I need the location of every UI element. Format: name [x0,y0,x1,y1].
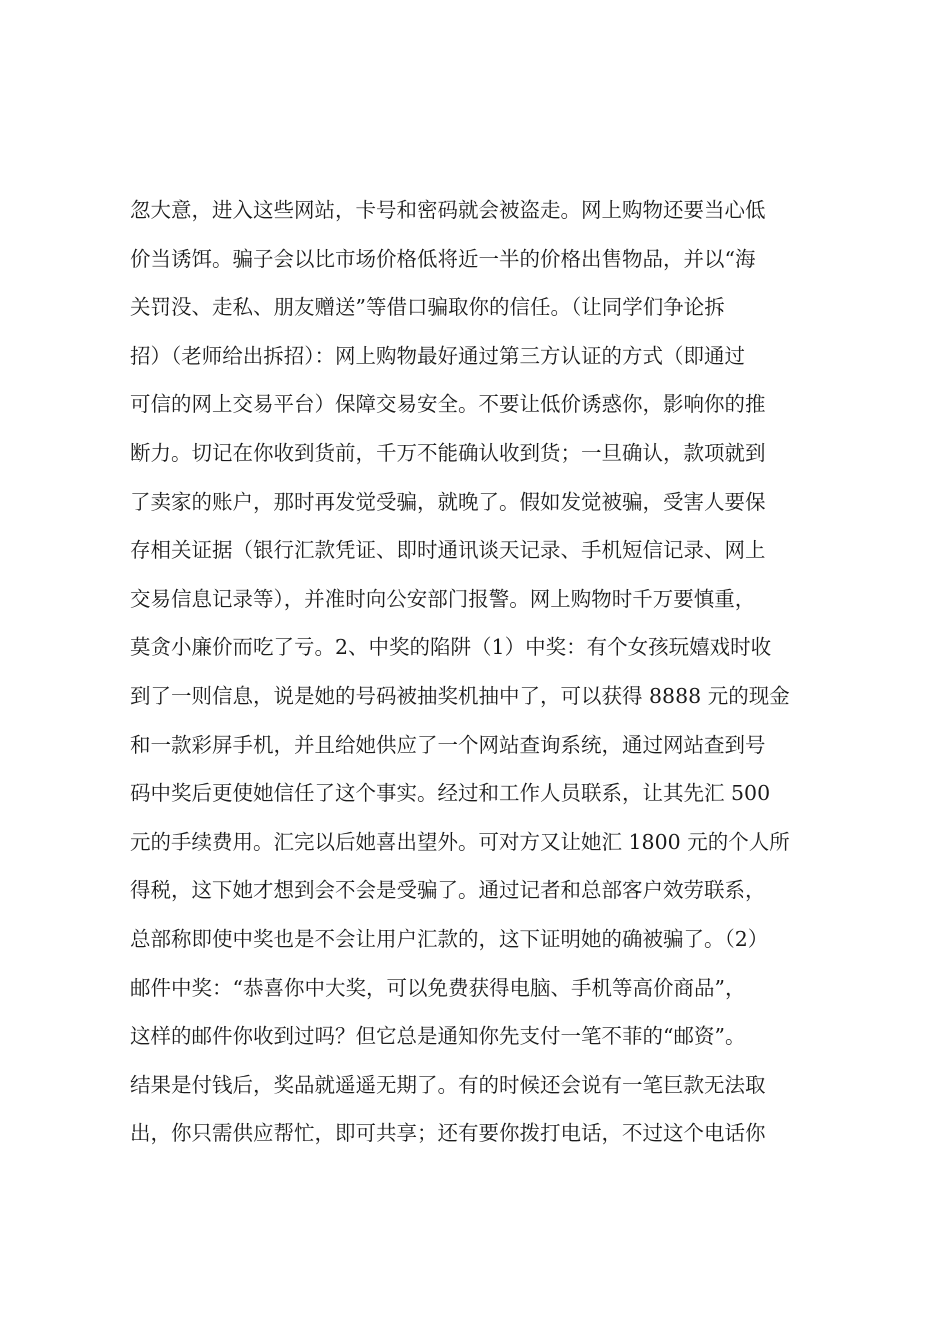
text-line: 这样的邮件你收到过吗？但它总是通知你先支付一笔不菲的“邮资”。 [130,1024,746,1049]
body-text [130,186,830,1158]
text-line: 邮件中奖：“恭喜你中大奖，可以免费获得电脑、手机等高价商品”， [130,975,746,1000]
text-line: 总部称即使中奖也是不会让用户汇款的，这下证明她的确被骗了。（2） [130,926,769,951]
text-line: 了卖家的账户，那时再发觉受骗，就晚了。假如发觉被骗，受害人要保 [130,489,766,514]
text-line: 存相关证据（银行汇款凭证、即时通讯谈天记录、手机短信记录、网上 [130,538,766,563]
text-line: 结果是付钱后，奖品就遥遥无期了。有的时候还会说有一笔巨款无法取 [130,1072,766,1097]
text-line: 元的手续费用。汇完以后她喜出望外。可对方又让她汇 1800 元的个人所 [130,829,790,854]
text-line: 得税，这下她才想到会不会是受骗了。通过记者和总部客户效劳联系， [130,878,766,903]
text-line: 断力。切记在你收到货前，千万不能确认收到货；一旦确认，款项就到 [130,440,766,465]
text-line: 价当诱饵。骗子会以比市场价格低将近一半的价格出售物品，并以“海 [130,246,756,271]
text-line: 出，你只需供应帮忙，即可共享；还有要你拨打电话，不过这个电话你 [130,1121,766,1146]
text-line: 交易信息记录等），并准时向公安部门报警。网上购物时千万要慎重， [130,586,756,611]
text-line: 关罚没、走私、朋友赠送”等借口骗取你的信任。（让同学们争论拆 [130,295,725,320]
text-line: 可信的网上交易平台）保障交易安全。不要让低价诱惑你，影响你的推 [130,392,766,417]
text-line: 码中奖后更使她信任了这个事实。经过和工作人员联系，让其先汇 500 [130,781,771,806]
text-line: 忽大意，进入这些网站，卡号和密码就会被盗走。网上购物还要当心低 [130,198,766,222]
text-line: 到了一则信息，说是她的号码被抽奖机抽中了，可以获得 8888 元的现金 [130,683,790,708]
text-line: 莫贪小廉价而吃了亏。2、中奖的陷阱（1）中奖：有个女孩玩嬉戏时收 [130,635,772,660]
text-line: 招）（老师给出拆招）：网上购物最好通过第三方认证的方式（即通过 [130,343,745,368]
text-line: 和一款彩屏手机，并且给她供应了一个网站查询系统，通过网站查到号 [130,732,766,757]
